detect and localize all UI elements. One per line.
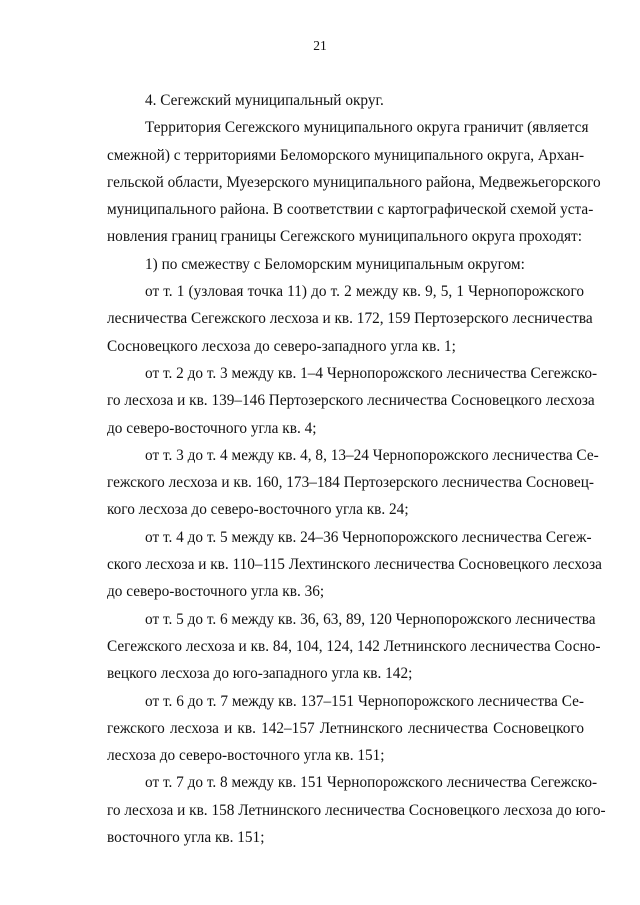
text-line: гежского лесхоза и кв. 160, 173–184 Пертозерского лесничества Сосновец- bbox=[107, 474, 594, 492]
text-line: Сосновецкого лесхоза до северо-западного угла кв. 1; bbox=[107, 337, 456, 355]
text-line: муниципального района. В соответствии с картографической схемой уста- bbox=[107, 201, 594, 219]
text-line: от т. 6 до т. 7 между кв. 137–151 Чернопорожского лесничества Се- bbox=[145, 692, 584, 710]
text-line: от т. 5 до т. 6 между кв. 36, 63, 89, 120 Чернопорожского лесничества bbox=[145, 610, 596, 628]
text-line: кого лесхоза до северо-восточного угла кв. 24; bbox=[107, 501, 409, 519]
page-number: 21 bbox=[313, 38, 327, 53]
text-line: до северо-восточного угла кв. 4; bbox=[107, 419, 317, 437]
text-line: вецкого лесхоза до юго-западного угла кв. 142; bbox=[107, 665, 413, 683]
text-line: ского лесхоза и кв. 110–115 Лехтинского лесничества Сосновецкого лесхоза bbox=[107, 556, 602, 574]
text-line: Сегежского лесхоза и кв. 84, 104, 124, 142 Летнинского лесничества Сосно- bbox=[107, 637, 601, 655]
text-line: от т. 1 (узловая точка 11) до т. 2 между кв. 9, 5, 1 Чернопорожского bbox=[145, 283, 584, 301]
text-line: до северо-восточного угла кв. 36; bbox=[107, 583, 325, 601]
text-line: Территория Сегежского муниципального округа граничит (является bbox=[145, 119, 589, 137]
text-line: 1) по смежеству с Беломорским муниципальным округом: bbox=[145, 255, 525, 273]
text-line: гежского лесхоза и кв. 142–157 Летнинского лесничества Сосновецкого bbox=[107, 719, 584, 737]
text-line: 4. Сегежский муниципальный округ. bbox=[145, 92, 384, 109]
text-line: го лесхоза и кв. 158 Летнинского лесничества Сосновецкого лесхоза до юго- bbox=[107, 801, 606, 819]
document-body bbox=[107, 87, 606, 851]
text-line: лесхоза до северо-восточного угла кв. 151; bbox=[107, 747, 385, 765]
text-line: смежной) с территориями Беломорского муниципального округа, Архан- bbox=[107, 146, 585, 164]
text-line: новления границ границы Сегежского муниципального округа проходят: bbox=[107, 228, 582, 246]
text-line: го лесхоза и кв. 139–146 Пертозерского лесничества Сосновецкого лесхоза bbox=[107, 392, 595, 410]
text-line: от т. 3 до т. 4 между кв. 4, 8, 13–24 Чернопорожского лесничества Се- bbox=[145, 446, 599, 464]
text-line: лесничества Сегежского лесхоза и кв. 172, 159 Пертозерского лесничества bbox=[107, 310, 593, 328]
text-line: от т. 7 до т. 8 между кв. 151 Чернопорожского лесничества Сегежско- bbox=[145, 774, 598, 792]
text-line: восточного угла кв. 151; bbox=[107, 829, 265, 847]
text-line: от т. 2 до т. 3 между кв. 1–4 Чернопорожского лесничества Сегежско- bbox=[145, 364, 598, 382]
text-line: гельской области, Муезерского муниципального района, Медвежьегорского bbox=[107, 173, 601, 191]
text-line: от т. 4 до т. 5 между кв. 24–36 Чернопорожского лесничества Сегеж- bbox=[145, 528, 592, 546]
